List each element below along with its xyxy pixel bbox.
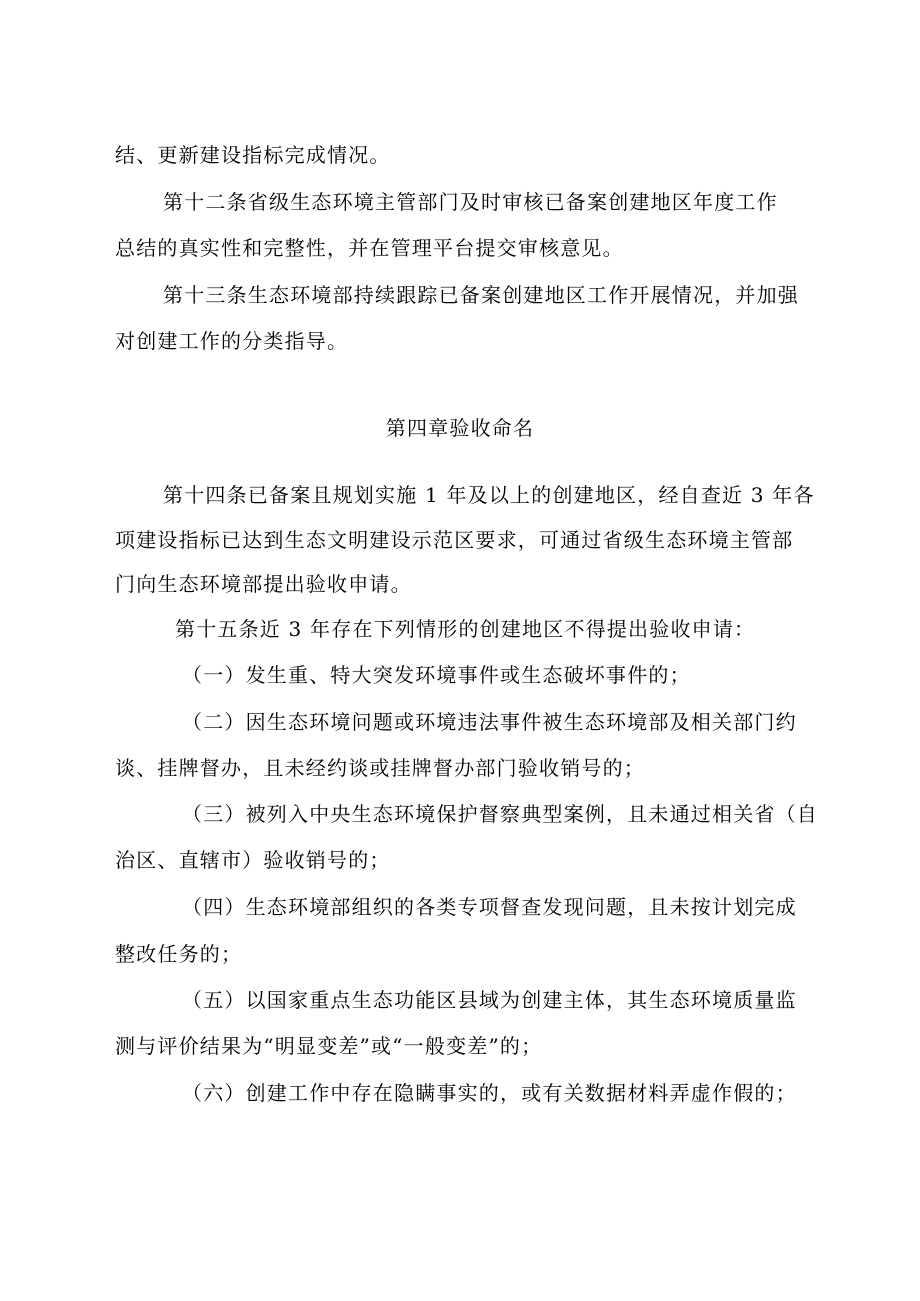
list-item: （一）发生重、特大突发环境事件或生态破坏事件的； (182, 663, 691, 687)
paragraph-line: 对创建工作的分类指导。 (115, 329, 349, 353)
paragraph-line: 第十四条已备案且规划实施 1 年及以上的创建地区，经自查近 3 年各 (163, 483, 815, 507)
paragraph-line: 总结的真实性和完整性，并在管理平台提交审核意见。 (115, 236, 624, 260)
list-item-continuation: 治区、直辖市）验收销号的； (115, 848, 391, 872)
list-item-continuation: 谈、挂牌督办，且未经约谈或挂牌督办部门验收销号的； (115, 756, 645, 780)
paragraph-line: 结、更新建设指标完成情况。 (115, 143, 391, 167)
list-item-continuation: 测与评价结果为“明显变差”或“一般变差”的； (115, 1034, 543, 1058)
paragraph-line: 门向生态环境部提出验收申请。 (115, 572, 412, 596)
list-item-continuation: 整改任务的； (115, 942, 243, 966)
paragraph-line: 第十三条生态环境部持续跟踪已备案创建地区工作开展情况，并加强 (163, 283, 799, 307)
paragraph-line: 项建设指标已达到生态文明建设示范区要求，可通过省级生态环境主管部 (115, 528, 794, 552)
list-item: （五）以国家重点生态功能区县域为创建主体，其生态环境质量监 (182, 988, 797, 1012)
list-item: （二）因生态环境问题或环境违法事件被生态环境部及相关部门约 (182, 710, 797, 734)
list-item: （四）生态环境部组织的各类专项督查发现问题，且未按计划完成 (182, 895, 797, 919)
paragraph-line: 第十五条近 3 年存在下列情形的创建地区不得提出验收申请： (175, 617, 756, 641)
list-item: （三）被列入中央生态环境保护督察典型案例，且未通过相关省（自 (182, 802, 818, 826)
chapter-heading: 第四章验收命名 (385, 416, 535, 440)
list-item: （六）创建工作中存在隐瞒事实的，或有关数据材料弄虚作假的； (182, 1081, 797, 1105)
paragraph-line: 第十二条省级生态环境主管部门及时审核已备案创建地区年度工作 (163, 190, 778, 214)
